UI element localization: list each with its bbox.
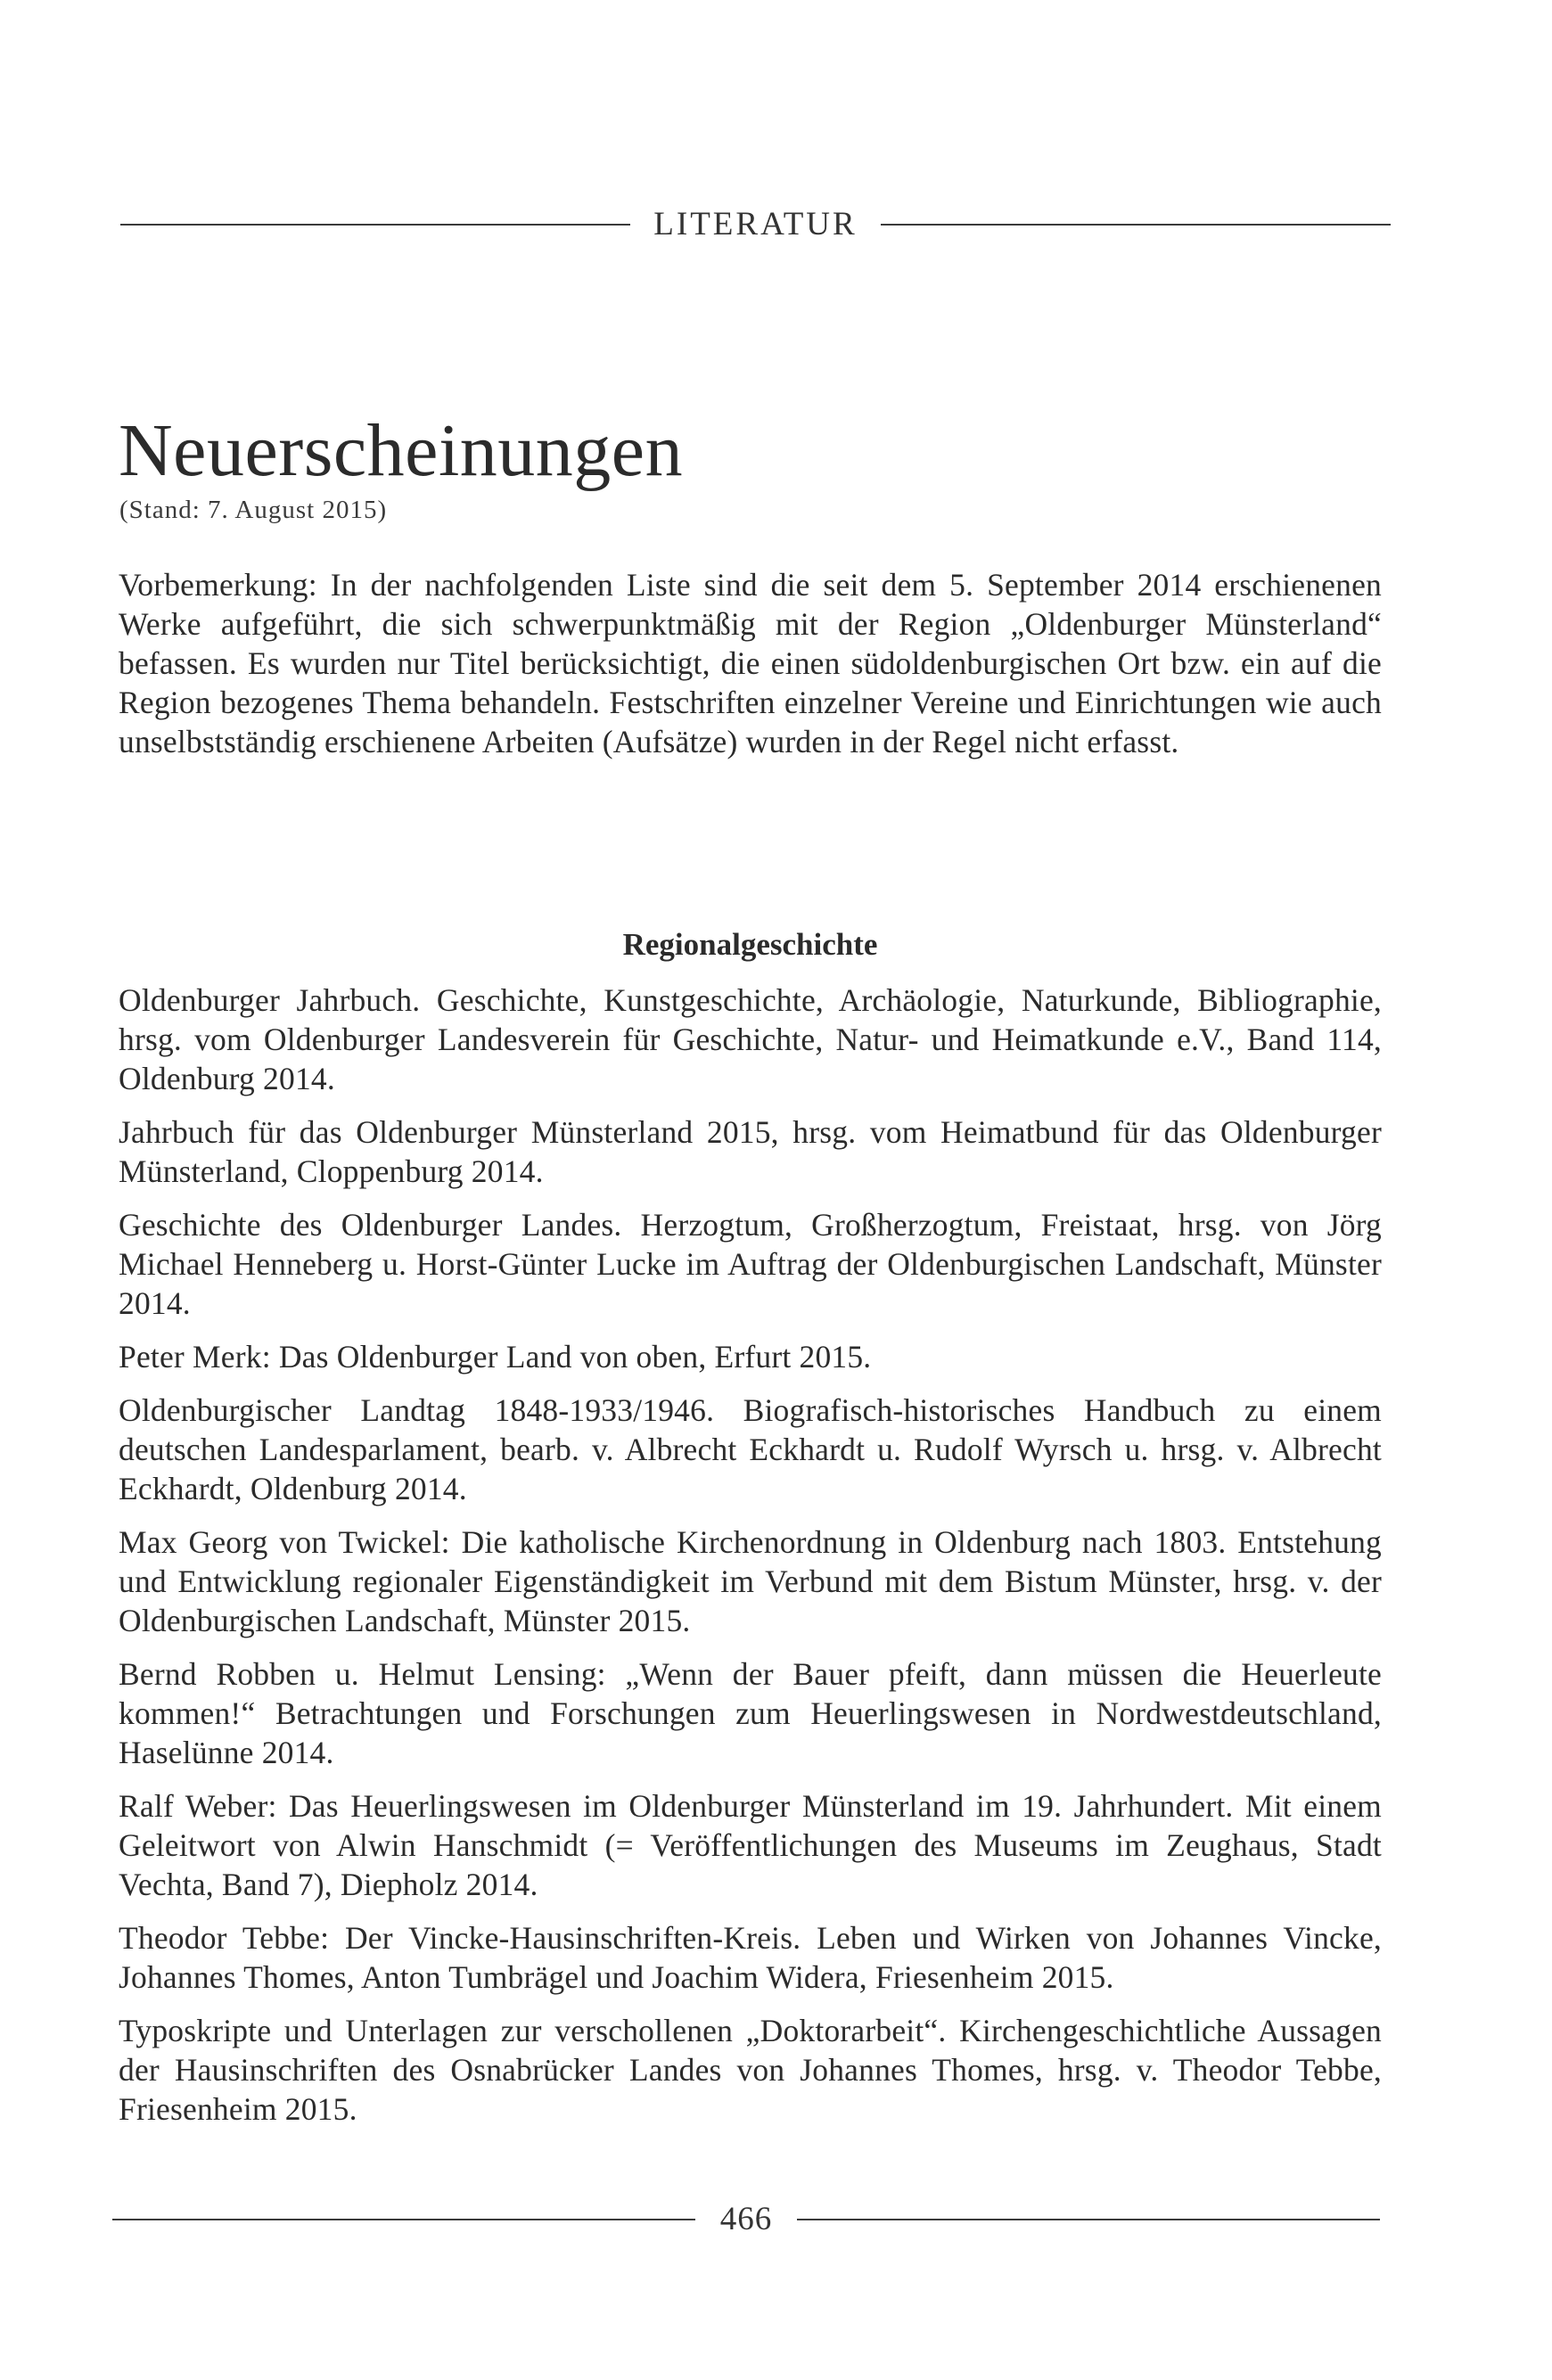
section-heading: Regionalgeschichte — [622, 927, 878, 962]
bibliography-entry: Typoskripte und Unterlagen zur verschollenen „Doktorarbeit“. Kirchengeschichtliche Aussagen der Hausinschriften des Osnabrücker Landes von Johannes Thomes, hrsg. v. Theodor Tebbe, Friesenheim 2015. — [119, 2013, 1382, 2127]
bibliography-entry: Geschichte des Oldenburger Landes. Herzogtum, Großherzogtum, Freistaat, hrsg. von Jörg Michael Henneberg u. Horst-Günter Lucke im Auftrag der Oldenburgischen Landschaft, Münster 2014. — [119, 1207, 1382, 1321]
bibliography-entry: Ralf Weber: Das Heuerlingswesen im Oldenburger Münsterland im 19. Jahrhundert. Mit einem Geleitwort von Alwin Hanschmidt (= Veröffentlichungen des Museums im Zeughaus, Stadt Vechta, Band 7), Diepholz 2014. — [119, 1788, 1382, 1902]
header-rule-left — [120, 224, 630, 226]
footer-rule-left — [112, 2219, 695, 2220]
bibliography-entry: Max Georg von Twickel: Die katholische Kirchenordnung in Oldenburg nach 1803. Entstehung und Entwicklung regionaler Eigenständigkeit im Verbund mit dem Bistum Münster, hrsg. v. der Oldenburgischen Landschaft, Münster 2015. — [119, 1524, 1382, 1638]
page-number: 466 — [719, 2201, 773, 2237]
page-subtitle: (Stand: 7. August 2015) — [119, 496, 388, 524]
preface-paragraph: Vorbemerkung: In der nachfolgenden Liste sind die seit dem 5. September 2014 erschienenen Werke aufgeführt, die sich schwerpunktmäßig mit der Region „Oldenburger Münsterland“ befassen. Es wurden nur Titel berücksichtigt, die einen südoldenburgischen Ort bzw. ein auf die Region bezogenes Thema behandeln. Festschriften einzelner Vereine und Einrichtungen wie auch unselbstständig erschienene Arbeiten (Aufsätze) wurden in der Regel nicht erfasst. — [119, 567, 1382, 759]
page-title: Neuerscheinungen — [119, 409, 684, 492]
bibliography-entry: Bernd Robben u. Helmut Lensing: „Wenn der Bauer pfeift, dann müssen die Heuerleute kommen!“ Betrachtungen und Forschungen zum Heuerlingswesen in Nordwestdeutschland, Haselünne 2014. — [119, 1656, 1382, 1770]
bibliography-entry: Peter Merk: Das Oldenburger Land von oben, Erfurt 2015. — [119, 1339, 872, 1375]
bibliography-entry: Jahrbuch für das Oldenburger Münsterland 2015, hrsg. vom Heimatbund für das Oldenburger Münsterland, Cloppenburg 2014. — [119, 1114, 1382, 1189]
bibliography-entry: Theodor Tebbe: Der Vincke-Hausinschriften-Kreis. Leben und Wirken von Johannes Vincke, Johannes Thomes, Anton Tumbrägel und Joachim Widera, Friesenheim 2015. — [119, 1920, 1382, 1995]
running-header — [120, 207, 1391, 242]
bibliography-entry: Oldenburger Jahrbuch. Geschichte, Kunstgeschichte, Archäologie, Naturkunde, Bibliographie, hrsg. vom Oldenburger Landesverein für Geschichte, Natur- und Heimatkunde e.V., Band 114, Oldenburg 2014. — [119, 982, 1382, 1096]
bibliography-list — [119, 981, 1382, 2143]
footer-rule-right — [797, 2219, 1380, 2220]
header-rule-right — [881, 224, 1391, 226]
page-footer — [112, 2202, 1380, 2237]
running-title: LITERATUR — [653, 206, 858, 242]
bibliography-entry: Oldenburgischer Landtag 1848-1933/1946. Biografisch-historisches Handbuch zu einem deutschen Landesparlament, bearb. v. Albrecht Eckhardt u. Rudolf Wyrsch u. hrsg. v. Albrecht Eckhardt, Oldenburg 2014. — [119, 1392, 1382, 1506]
